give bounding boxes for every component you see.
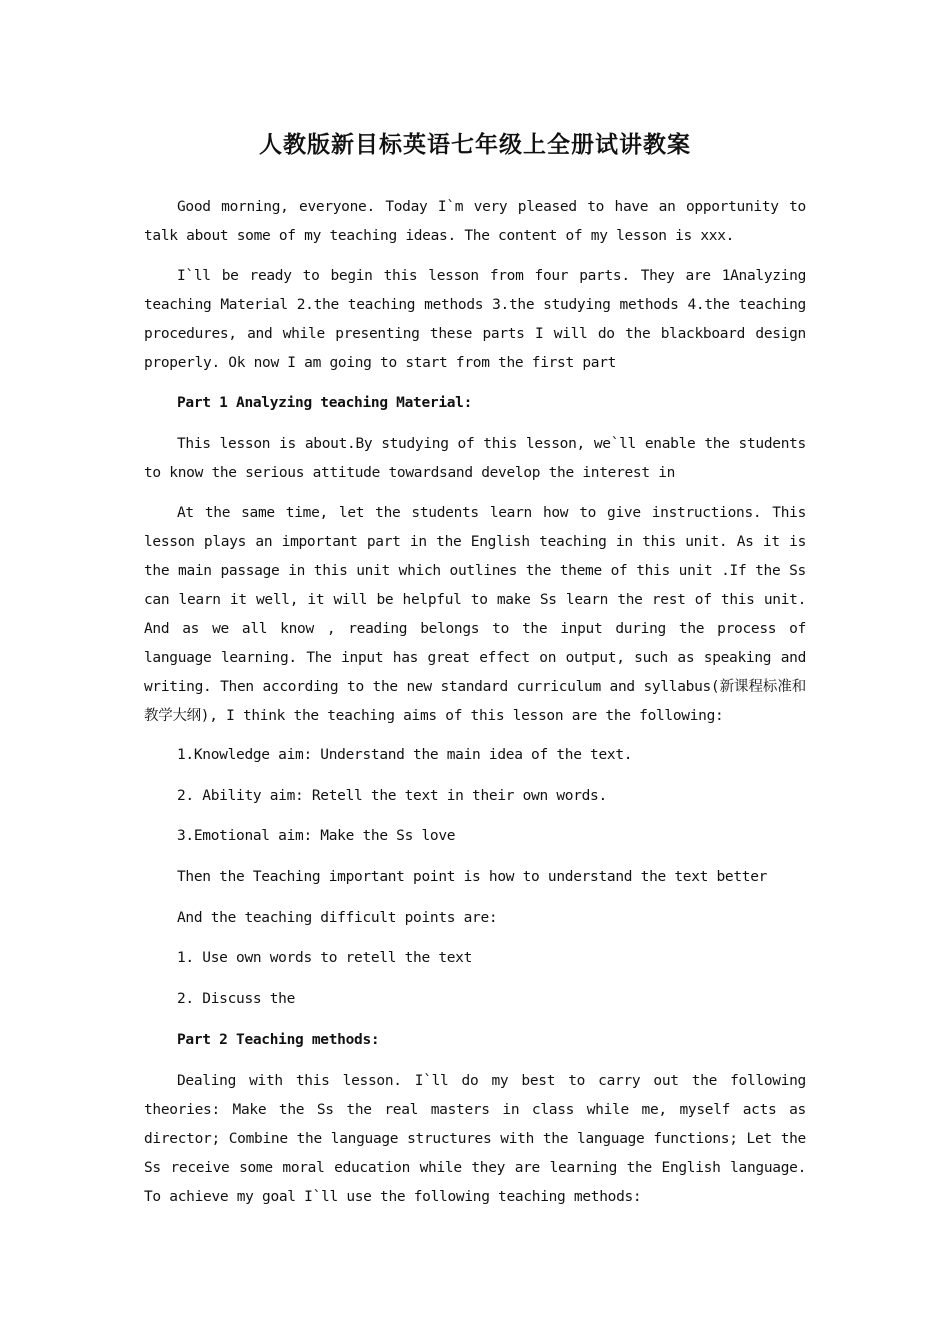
difficult-point-2: 2. Discuss the	[177, 991, 296, 1007]
part2-heading: Part 2 Teaching methods:	[177, 1032, 380, 1048]
document-title: 人教版新目标英语七年级上全册试讲教案	[259, 131, 691, 158]
emotional-aim: 3.Emotional aim: Make the Ss love	[177, 828, 456, 844]
ability-aim: 2. Ability aim: Retell the text in their own words.	[177, 788, 607, 804]
knowledge-aim: 1.Knowledge aim: Understand the main idea of the text.	[177, 747, 633, 763]
part1-paragraph-2: At the same time, let the students learn how to give instructions. This lesson plays an important part in the English teaching in this unit. As it is the main passage in this unit which outlines the theme of this unit .If the Ss can learn it well, it will be helpful to make Ss learn the rest of this unit. And as we all know , reading belongs to the input during the process of language learning. The input has great effect on output, such as speaking and writing. Then according to the new standard curriculum and syllabus(新课程标准和教学大纲), I think the teaching aims of this lesson are the following:	[144, 505, 806, 724]
important-point: Then the Teaching important point is how to understand the text better	[177, 869, 768, 885]
intro-paragraph-1: Good morning, everyone. Today I`m very pleased to have an opportunity to talk about some of my teaching ideas. The content of my lesson is xxx.	[144, 199, 806, 244]
part1-heading: Part 1 Analyzing teaching Material:	[177, 395, 473, 411]
difficult-points-intro: And the teaching difficult points are:	[177, 910, 498, 926]
difficult-point-1: 1. Use own words to retell the text	[177, 950, 473, 966]
part1-paragraph-1: This lesson is about.By studying of this lesson, we`ll enable the students to know the serious attitude towardsand develop the interest in	[144, 436, 806, 481]
intro-paragraph-2: I`ll be ready to begin this lesson from four parts. They are 1Analyzing teaching Material 2.the teaching methods 3.the studying methods 4.the teaching procedures, and while presenting these parts I will do the blackboard design properly. Ok now I am going to start from the first part	[144, 268, 806, 371]
part2-paragraph-1: Dealing with this lesson. I`ll do my best to carry out the following theories: Make the Ss the real masters in class while me, myself acts as director; Combine the language structures with the language functions; Let the Ss receive some moral education while they are learning the English language. To achieve my goal I`ll use the following teaching methods:	[144, 1073, 806, 1205]
